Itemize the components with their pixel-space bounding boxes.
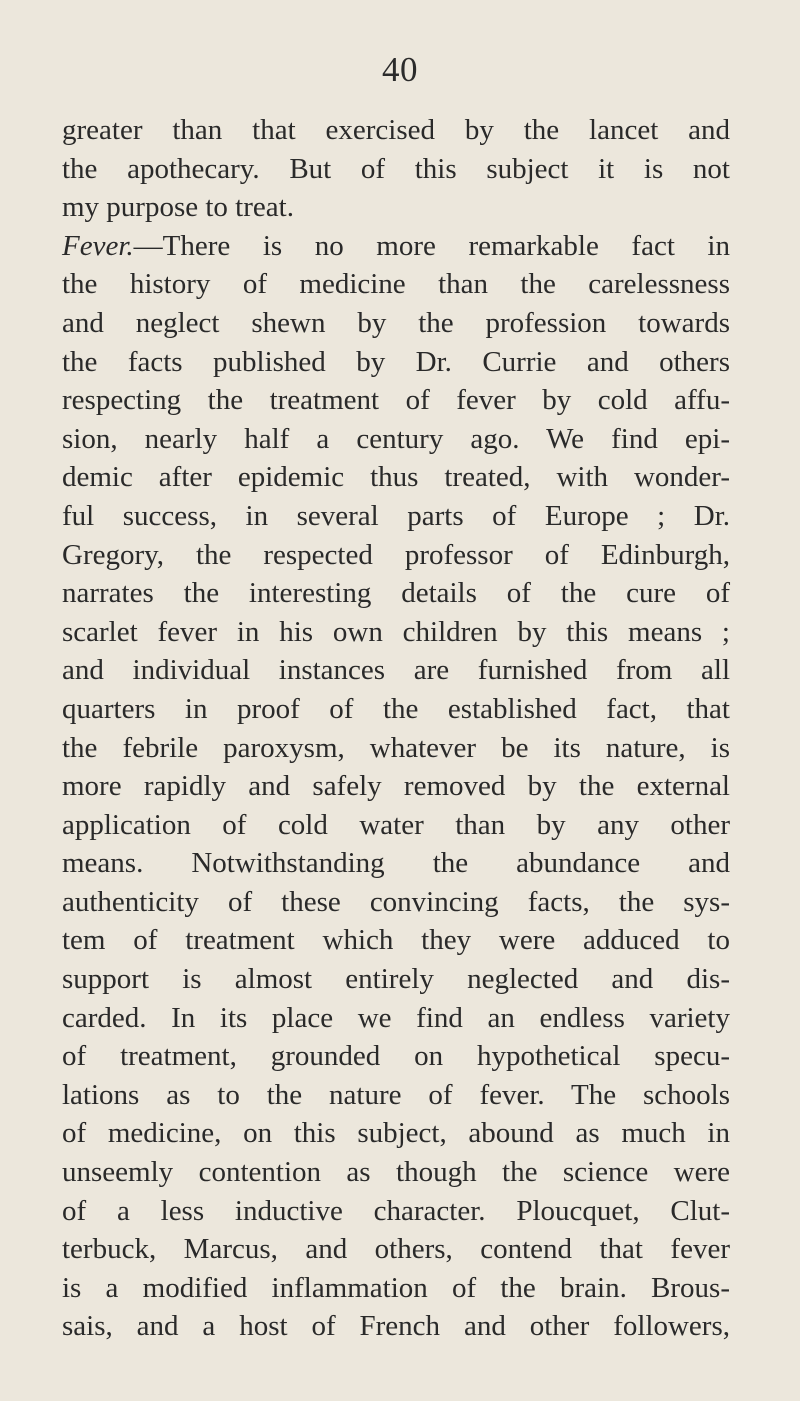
text-line-17: the febrile paroxysm, whatever be its nature, is xyxy=(62,731,730,764)
section-heading-fever: Fever. xyxy=(62,229,134,262)
text-line-15: and individual instances are furnished from all xyxy=(62,654,730,687)
text-line-28: unseemly contention as though the science were xyxy=(62,1156,730,1189)
text-line-6: and neglect shewn by the profession towards xyxy=(62,306,730,339)
text-line-31: is a modified inflammation of the brain. Brous- xyxy=(62,1271,730,1304)
page-number: 40 xyxy=(382,50,418,89)
text-line-29: of a less inductive character. Ploucquet, Clut- xyxy=(62,1194,730,1227)
text-line-30: terbuck, Marcus, and others, contend that fever xyxy=(62,1233,730,1266)
text-line-16: quarters in proof of the established fact, that xyxy=(62,692,730,725)
text-line-24: carded. In its place we find an endless variety xyxy=(62,1001,730,1034)
text-line-9: sion, nearly half a century ago. We find epi- xyxy=(62,422,730,455)
text-line-23: support is almost entirely neglected and dis- xyxy=(62,963,730,996)
text-line-8: respecting the treatment of fever by cold affu- xyxy=(62,384,730,417)
text-line-13: narrates the interesting details of the cure of xyxy=(62,577,730,610)
text-line-25: of treatment, grounded on hypothetical specu- xyxy=(62,1040,730,1073)
text-line-32: sais, and a host of French and other followers, xyxy=(62,1310,730,1343)
text-line-21: authenticity of these convincing facts, the sys- xyxy=(62,885,730,918)
text-line-14: scarlet fever in his own children by this means ; xyxy=(62,615,730,648)
text-line-1: greater than that exercised by the lancet and xyxy=(62,114,730,146)
text-line-4-rest: —There is no more remarkable fact in xyxy=(133,229,730,262)
text-line-18: more rapidly and safely removed by the external xyxy=(62,770,730,803)
text-line-5: the history of medicine than the carelessness xyxy=(62,268,730,301)
text-line-10: demic after epidemic thus treated, with wonder- xyxy=(62,461,730,494)
text-line-27: of medicine, on this subject, abound as much in xyxy=(62,1117,730,1150)
text-line-3: my purpose to treat. xyxy=(62,191,294,224)
text-line-2: the apothecary. But of this subject it is not xyxy=(62,152,730,185)
text-line-26: lations as to the nature of fever. The schools xyxy=(62,1078,730,1111)
text-line-22: tem of treatment which they were adduced to xyxy=(62,924,730,957)
text-line-20: means. Notwithstanding the abundance and xyxy=(62,847,730,880)
text-line-12: Gregory, the respected professor of Edinburgh, xyxy=(62,538,730,571)
body-text xyxy=(62,111,730,1346)
text-line-4 xyxy=(62,227,730,266)
text-line-11: ful success, in several parts of Europe ; Dr. xyxy=(62,499,730,532)
text-line-19: application of cold water than by any other xyxy=(62,808,730,841)
text-line-7: the facts published by Dr. Currie and others xyxy=(62,345,730,378)
